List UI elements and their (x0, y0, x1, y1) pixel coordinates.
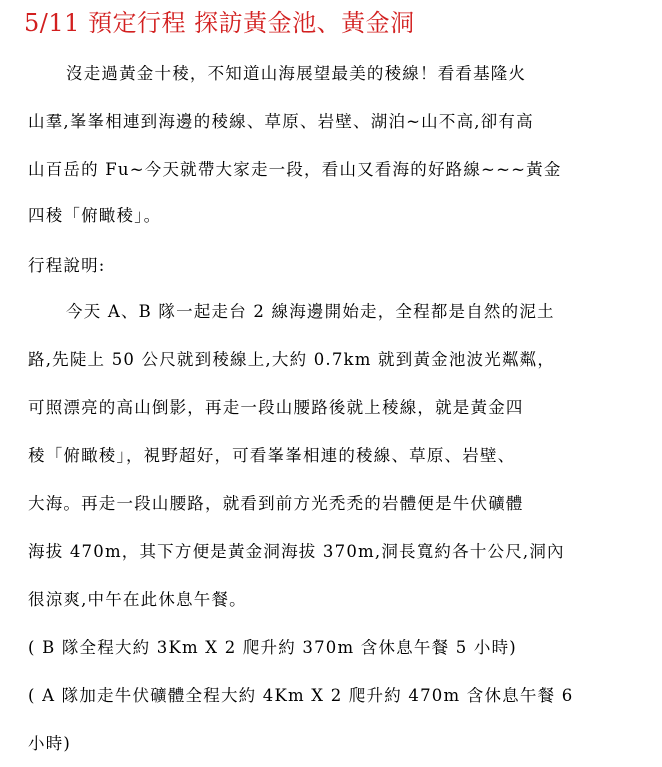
detail-line-2: 路,先陡上 50 公尺就到稜線上,大約 0.7km 就到黃金池波光粼粼， (28, 350, 556, 369)
section-heading: 行程說明: (28, 256, 106, 275)
page-title: 5/11 預定行程 探訪黃金池、黃金洞 (24, 9, 415, 37)
detail-line-7: 很涼爽,中午在此休息午餐。 (28, 590, 247, 609)
team-b-note: ( B 隊全程大約 3Km X 2 爬升約 370m 含休息午餐 5 小時) (28, 638, 517, 657)
detail-line-6: 海拔 470m，其下方便是黃金洞海拔 370m,洞長寬約各十公尺,洞內 (28, 542, 565, 561)
intro-line-3: 山百岳的 Fu~今天就帶大家走一段，看山又看海的好路線~~~黃金 (28, 160, 562, 179)
detail-line-4: 稜「俯瞰稜」，視野超好，可看峯峯相連的稜線、草原、岩壁、 (28, 446, 516, 465)
intro-line-4: 四稜「俯瞰稜」。 (28, 206, 162, 225)
intro-line-1: 沒走過黃金十稜，不知道山海展望最美的稜線！看看基隆火 (66, 64, 527, 83)
detail-line-5: 大海。再走一段山腰路，就看到前方光禿禿的岩體便是牛伏礦體 (28, 494, 524, 513)
detail-line-3: 可照漂亮的高山倒影，再走一段山腰路後就上稜線，就是黃金四 (28, 398, 524, 417)
team-a-note-line-1: ( A 隊加走牛伏礦體全程大約 4Km X 2 爬升約 470m 含休息午餐 6 (28, 686, 574, 705)
team-a-note-line-2: 小時) (28, 734, 72, 753)
intro-line-2: 山羣,峯峯相連到海邊的稜線、草原、岩壁、湖泊~山不高,卻有高 (28, 112, 534, 131)
detail-line-1: 今天 A、B 隊一起走台 2 線海邊開始走，全程都是自然的泥土 (66, 302, 555, 321)
